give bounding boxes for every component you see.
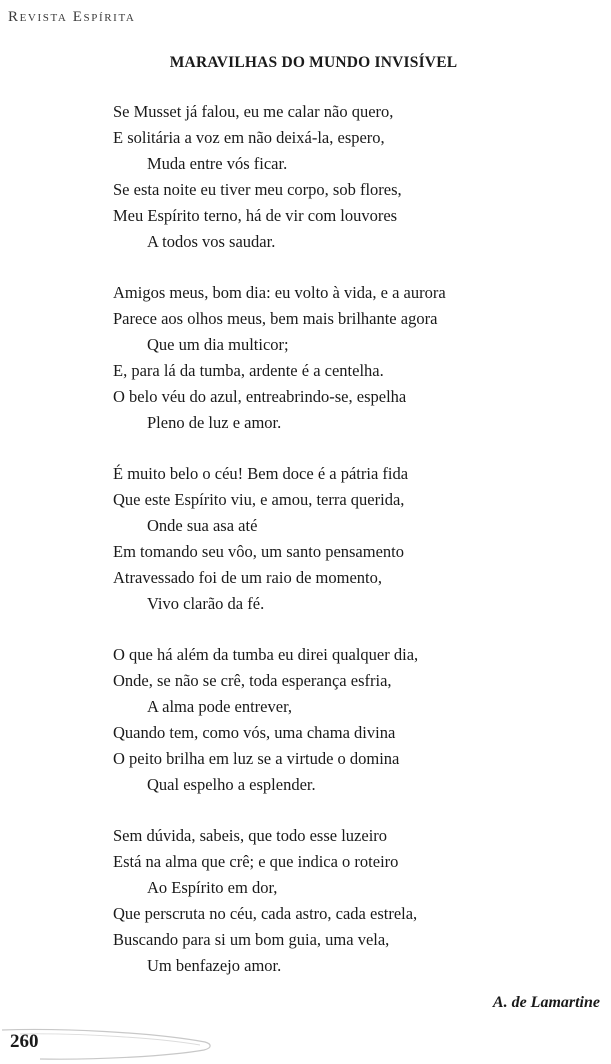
- poem-line: É muito belo o céu! Bem doce é a pátria fida: [113, 464, 409, 483]
- poem-body: [113, 99, 593, 1004]
- author-signature: A. de Lamartine: [492, 994, 600, 1011]
- stanza-3: [113, 461, 593, 617]
- poem-line: Parece aos olhos meus, bem mais brilhante agora: [113, 309, 438, 328]
- stanza-4: [113, 642, 593, 798]
- poem-line: Está na alma que crê; e que indica o roteiro: [113, 852, 399, 871]
- stanza-5: [113, 823, 593, 979]
- poem-line-indented: Onde sua asa até: [147, 516, 258, 535]
- poem-title: MARAVILHAS DO MUNDO INVISÍVEL: [169, 54, 458, 71]
- poem-line: Se esta noite eu tiver meu corpo, sob flores,: [113, 180, 402, 199]
- poem-line: Que perscruta no céu, cada astro, cada estrela,: [113, 904, 418, 923]
- poem-line: Onde, se não se crê, toda esperança esfria,: [113, 671, 392, 690]
- poem-line-indented: Qual espelho a esplender.: [147, 775, 316, 794]
- stanza-2: [113, 280, 593, 436]
- poem-line: O peito brilha em luz se a virtude o domina: [113, 749, 400, 768]
- poem-line: E, para lá da tumba, ardente é a centelha.: [113, 361, 384, 380]
- poem-line: Meu Espírito terno, há de vir com louvores: [113, 206, 398, 225]
- poem-line: Sem dúvida, sabeis, que todo esse luzeiro: [113, 826, 388, 845]
- poem-line: O que há além da tumba eu direi qualquer dia,: [113, 645, 419, 664]
- poem-line: Buscando para si um bom guia, uma vela,: [113, 930, 390, 949]
- poem-line: Que este Espírito viu, e amou, terra querida,: [113, 490, 405, 509]
- poem-line-indented: A todos vos saudar.: [147, 232, 276, 251]
- poem-line: Se Musset já falou, eu me calar não quero,: [113, 102, 394, 121]
- poem-line: E solitária a voz em não deixá-la, espero,: [113, 128, 385, 147]
- poem-line-indented: Ao Espírito em dor,: [147, 878, 278, 897]
- poem-line: Quando tem, como vós, uma chama divina: [113, 723, 396, 742]
- poem-line-indented: Um benfazejo amor.: [147, 956, 282, 975]
- poem-line: Em tomando seu vôo, um santo pensamento: [113, 542, 404, 561]
- poem-line: Atravessado foi de um raio de momento,: [113, 568, 382, 587]
- poem-line-indented: A alma pode entrever,: [147, 697, 293, 716]
- poem-line: O belo véu do azul, entreabrindo-se, espelha: [113, 387, 407, 406]
- running-head: Revista Espírita: [8, 9, 136, 25]
- poem-line-indented: Pleno de luz e amor.: [147, 413, 282, 432]
- poem-line: Amigos meus, bom dia: eu volto à vida, e a aurora: [113, 283, 446, 302]
- page-number: 260: [10, 1031, 39, 1052]
- poem-line-indented: Muda entre vós ficar.: [147, 154, 288, 173]
- stanza-1: [113, 99, 593, 255]
- poem-line-indented: Vivo clarão da fé.: [147, 594, 265, 613]
- poem-line-indented: Que um dia multicor;: [147, 335, 289, 354]
